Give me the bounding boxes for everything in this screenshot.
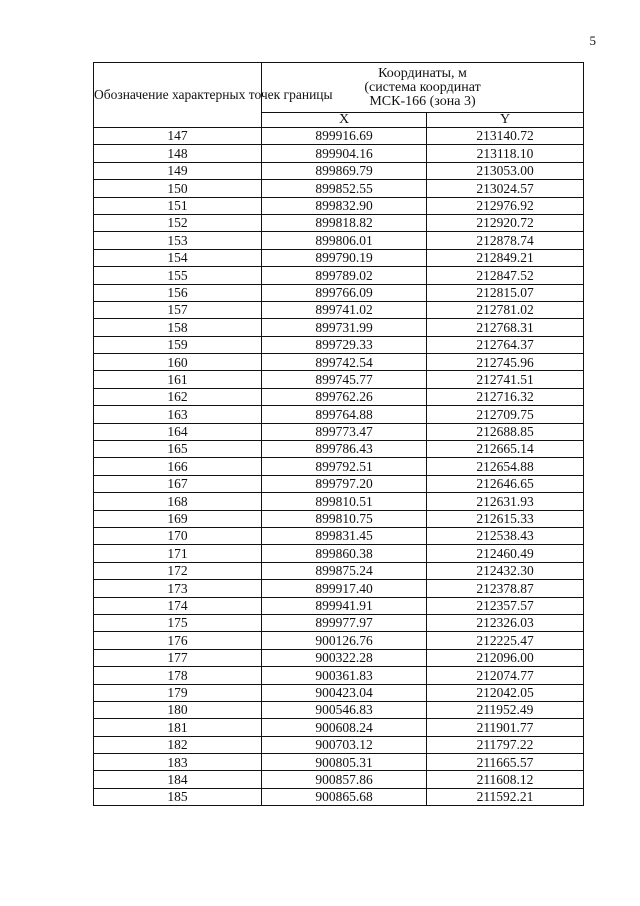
y-cell: 213024.57 bbox=[427, 180, 584, 197]
x-cell: 899831.45 bbox=[262, 527, 427, 544]
point-cell: 171 bbox=[94, 545, 262, 562]
x-cell: 899792.51 bbox=[262, 458, 427, 475]
y-cell: 213053.00 bbox=[427, 162, 584, 179]
page-number: 5 bbox=[589, 33, 596, 48]
table-row bbox=[94, 232, 584, 249]
y-cell: 211901.77 bbox=[427, 719, 584, 736]
table-row bbox=[94, 493, 584, 510]
table-row bbox=[94, 580, 584, 597]
x-cell: 899790.19 bbox=[262, 249, 427, 266]
point-cell: 148 bbox=[94, 145, 262, 162]
y-cell: 212847.52 bbox=[427, 267, 584, 284]
x-cell: 899806.01 bbox=[262, 232, 427, 249]
x-cell: 899916.69 bbox=[262, 128, 427, 145]
point-cell: 185 bbox=[94, 788, 262, 805]
table-row bbox=[94, 249, 584, 266]
x-cell: 900361.83 bbox=[262, 667, 427, 684]
y-cell: 211665.57 bbox=[427, 754, 584, 771]
table-row bbox=[94, 667, 584, 684]
x-cell: 899852.55 bbox=[262, 180, 427, 197]
x-cell: 899764.88 bbox=[262, 406, 427, 423]
y-cell: 211952.49 bbox=[427, 701, 584, 718]
x-cell: 900608.24 bbox=[262, 719, 427, 736]
table-row bbox=[94, 788, 584, 805]
x-cell: 900703.12 bbox=[262, 736, 427, 753]
y-cell: 212976.92 bbox=[427, 197, 584, 214]
table-row bbox=[94, 545, 584, 562]
y-cell: 212378.87 bbox=[427, 580, 584, 597]
table-row bbox=[94, 597, 584, 614]
table-row bbox=[94, 267, 584, 284]
table-row bbox=[94, 388, 584, 405]
point-cell: 163 bbox=[94, 406, 262, 423]
point-cell: 152 bbox=[94, 214, 262, 231]
point-cell: 172 bbox=[94, 562, 262, 579]
y-cell: 212615.33 bbox=[427, 510, 584, 527]
point-cell: 174 bbox=[94, 597, 262, 614]
x-cell: 899786.43 bbox=[262, 441, 427, 458]
coordinates-title-line3: МСК-166 (зона 3) bbox=[369, 93, 476, 109]
point-cell: 150 bbox=[94, 180, 262, 197]
y-cell: 212042.05 bbox=[427, 684, 584, 701]
y-cell: 212432.30 bbox=[427, 562, 584, 579]
point-cell: 156 bbox=[94, 284, 262, 301]
x-cell: 899766.09 bbox=[262, 284, 427, 301]
y-cell: 212716.32 bbox=[427, 388, 584, 405]
table-row bbox=[94, 441, 584, 458]
x-column-header: X bbox=[262, 113, 427, 128]
y-cell: 211797.22 bbox=[427, 736, 584, 753]
table-row bbox=[94, 649, 584, 666]
y-cell: 212741.51 bbox=[427, 371, 584, 388]
y-cell: 212768.31 bbox=[427, 319, 584, 336]
table-row bbox=[94, 562, 584, 579]
table-row bbox=[94, 684, 584, 701]
y-cell: 212745.96 bbox=[427, 354, 584, 371]
x-cell: 899977.97 bbox=[262, 614, 427, 631]
x-cell: 899875.24 bbox=[262, 562, 427, 579]
table-row bbox=[94, 754, 584, 771]
table-row bbox=[94, 145, 584, 162]
designation-header: Обозначение характерных точек границы bbox=[94, 63, 262, 128]
point-cell: 173 bbox=[94, 580, 262, 597]
table-row bbox=[94, 632, 584, 649]
point-cell: 151 bbox=[94, 197, 262, 214]
y-cell: 212849.21 bbox=[427, 249, 584, 266]
y-cell: 212709.75 bbox=[427, 406, 584, 423]
x-cell: 900805.31 bbox=[262, 754, 427, 771]
y-cell: 212326.03 bbox=[427, 614, 584, 631]
point-cell: 157 bbox=[94, 301, 262, 318]
y-cell: 212460.49 bbox=[427, 545, 584, 562]
x-cell: 899797.20 bbox=[262, 475, 427, 492]
table-row bbox=[94, 510, 584, 527]
y-cell: 212357.57 bbox=[427, 597, 584, 614]
y-cell: 211608.12 bbox=[427, 771, 584, 788]
table-row bbox=[94, 771, 584, 788]
point-cell: 161 bbox=[94, 371, 262, 388]
x-cell: 900126.76 bbox=[262, 632, 427, 649]
x-cell: 899729.33 bbox=[262, 336, 427, 353]
x-cell: 900865.68 bbox=[262, 788, 427, 805]
point-cell: 159 bbox=[94, 336, 262, 353]
x-cell: 900423.04 bbox=[262, 684, 427, 701]
y-cell: 213118.10 bbox=[427, 145, 584, 162]
point-cell: 184 bbox=[94, 771, 262, 788]
x-cell: 899789.02 bbox=[262, 267, 427, 284]
coordinates-title-line1: Координаты, м bbox=[378, 65, 467, 81]
point-cell: 164 bbox=[94, 423, 262, 440]
point-cell: 155 bbox=[94, 267, 262, 284]
point-cell: 179 bbox=[94, 684, 262, 701]
y-cell: 212665.14 bbox=[427, 441, 584, 458]
point-cell: 181 bbox=[94, 719, 262, 736]
table-header bbox=[94, 63, 584, 128]
coordinates-table bbox=[93, 62, 584, 806]
point-cell: 158 bbox=[94, 319, 262, 336]
table-row bbox=[94, 180, 584, 197]
table-row bbox=[94, 719, 584, 736]
point-cell: 166 bbox=[94, 458, 262, 475]
table-row bbox=[94, 336, 584, 353]
x-cell: 899741.02 bbox=[262, 301, 427, 318]
x-cell: 899745.77 bbox=[262, 371, 427, 388]
x-cell: 899832.90 bbox=[262, 197, 427, 214]
y-cell: 212646.65 bbox=[427, 475, 584, 492]
table-row bbox=[94, 354, 584, 371]
y-cell: 212815.07 bbox=[427, 284, 584, 301]
x-cell: 900857.86 bbox=[262, 771, 427, 788]
y-cell: 212538.43 bbox=[427, 527, 584, 544]
x-cell: 899762.26 bbox=[262, 388, 427, 405]
x-cell: 899869.79 bbox=[262, 162, 427, 179]
point-cell: 175 bbox=[94, 614, 262, 631]
table-row bbox=[94, 736, 584, 753]
table-row bbox=[94, 162, 584, 179]
x-cell: 899810.75 bbox=[262, 510, 427, 527]
coordinates-title-line2: (система координат bbox=[364, 79, 481, 95]
point-cell: 183 bbox=[94, 754, 262, 771]
point-cell: 169 bbox=[94, 510, 262, 527]
point-cell: 153 bbox=[94, 232, 262, 249]
y-cell: 212781.02 bbox=[427, 301, 584, 318]
point-cell: 160 bbox=[94, 354, 262, 371]
x-cell: 899731.99 bbox=[262, 319, 427, 336]
y-cell: 212688.85 bbox=[427, 423, 584, 440]
point-cell: 180 bbox=[94, 701, 262, 718]
point-cell: 177 bbox=[94, 649, 262, 666]
y-cell: 212074.77 bbox=[427, 667, 584, 684]
table-row bbox=[94, 423, 584, 440]
x-cell: 899810.51 bbox=[262, 493, 427, 510]
table-row bbox=[94, 197, 584, 214]
x-cell: 900322.28 bbox=[262, 649, 427, 666]
point-cell: 170 bbox=[94, 527, 262, 544]
y-cell: 211592.21 bbox=[427, 788, 584, 805]
table-row bbox=[94, 406, 584, 423]
header-row bbox=[94, 63, 584, 113]
point-cell: 167 bbox=[94, 475, 262, 492]
y-cell: 212764.37 bbox=[427, 336, 584, 353]
x-cell: 899860.38 bbox=[262, 545, 427, 562]
table-row bbox=[94, 458, 584, 475]
x-cell: 899742.54 bbox=[262, 354, 427, 371]
table-row bbox=[94, 371, 584, 388]
y-cell: 212225.47 bbox=[427, 632, 584, 649]
point-cell: 162 bbox=[94, 388, 262, 405]
table-row bbox=[94, 128, 584, 145]
x-cell: 899917.40 bbox=[262, 580, 427, 597]
table-row bbox=[94, 527, 584, 544]
point-cell: 176 bbox=[94, 632, 262, 649]
table-row bbox=[94, 214, 584, 231]
y-cell: 212631.93 bbox=[427, 493, 584, 510]
table-row bbox=[94, 301, 584, 318]
point-cell: 178 bbox=[94, 667, 262, 684]
x-cell: 899818.82 bbox=[262, 214, 427, 231]
table-row bbox=[94, 284, 584, 301]
table-row bbox=[94, 614, 584, 631]
x-cell: 899941.91 bbox=[262, 597, 427, 614]
point-cell: 147 bbox=[94, 128, 262, 145]
x-cell: 899773.47 bbox=[262, 423, 427, 440]
table-row bbox=[94, 701, 584, 718]
y-cell: 212920.72 bbox=[427, 214, 584, 231]
x-cell: 899904.16 bbox=[262, 145, 427, 162]
table-body bbox=[94, 128, 584, 806]
y-column-header: Y bbox=[427, 113, 584, 128]
point-cell: 165 bbox=[94, 441, 262, 458]
point-cell: 182 bbox=[94, 736, 262, 753]
point-cell: 149 bbox=[94, 162, 262, 179]
y-cell: 212096.00 bbox=[427, 649, 584, 666]
y-cell: 212654.88 bbox=[427, 458, 584, 475]
table-row bbox=[94, 319, 584, 336]
point-cell: 154 bbox=[94, 249, 262, 266]
table-row bbox=[94, 475, 584, 492]
point-cell: 168 bbox=[94, 493, 262, 510]
y-cell: 213140.72 bbox=[427, 128, 584, 145]
y-cell: 212878.74 bbox=[427, 232, 584, 249]
x-cell: 900546.83 bbox=[262, 701, 427, 718]
